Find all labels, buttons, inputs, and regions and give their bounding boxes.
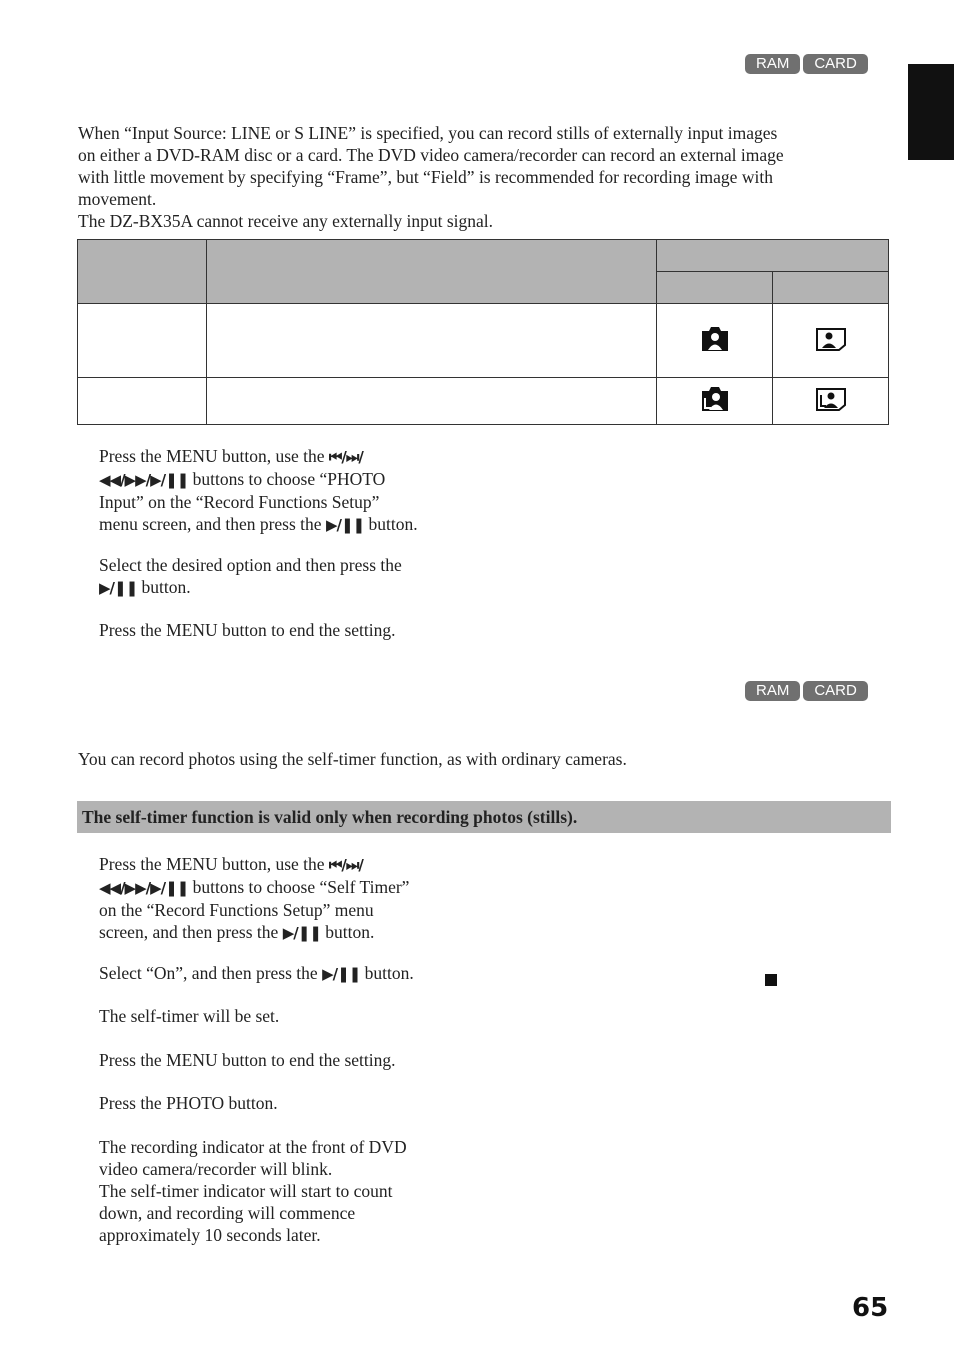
step-text: Press the MENU button, use the xyxy=(99,446,325,466)
table-cell xyxy=(773,304,889,378)
page-number: 65 xyxy=(852,1293,889,1323)
self-timer-step-4-note xyxy=(99,1136,489,1246)
play-pause-icon: ▶/❚❚ xyxy=(325,516,365,534)
table-cell xyxy=(207,378,657,425)
step-text: The recording indicator at the front of DVD xyxy=(99,1137,407,1157)
square-bullet-icon xyxy=(765,974,777,986)
photo-field-disc-icon xyxy=(700,386,730,412)
photo-input-step-3: Press the MENU button to end the setting. xyxy=(99,620,396,640)
photo-field-card-icon xyxy=(815,387,847,411)
media-badges-top xyxy=(745,54,868,74)
table-header-card xyxy=(773,272,889,304)
chapter-tab xyxy=(908,64,954,160)
table-row xyxy=(78,304,889,378)
step-text: button. xyxy=(320,922,375,942)
step-text: approximately 10 seconds later. xyxy=(99,1225,321,1245)
step-text: video camera/recorder will blink. xyxy=(99,1159,333,1179)
step-text: Input” on the “Record Functions Setup” xyxy=(99,492,380,512)
table-cell xyxy=(78,304,207,378)
card-badge: CARD xyxy=(803,681,868,701)
photo-frame-card-icon xyxy=(815,327,847,351)
table-header-description xyxy=(207,240,657,304)
play-pause-icon: ▶/❚❚ xyxy=(282,924,321,942)
play-pause-icon: ▶/❚❚ xyxy=(322,965,361,983)
step-text: button. xyxy=(364,514,418,534)
step-text: menu screen, and then press the xyxy=(99,514,322,534)
ram-badge: RAM xyxy=(745,54,800,74)
self-timer-step-2 xyxy=(99,962,489,985)
step-text: buttons to choose “PHOTO xyxy=(188,469,386,489)
play-pause-icon: ▶/❚❚ xyxy=(99,579,138,597)
photo-frame-disc-icon xyxy=(700,326,730,352)
step-text: button. xyxy=(360,963,414,983)
self-timer-intro: You can record photos using the self-timer function, as with ordinary cameras. xyxy=(78,749,627,769)
step-text: down, and recording will commence xyxy=(99,1203,356,1223)
table-header-setting xyxy=(78,240,207,304)
self-timer-step-1 xyxy=(99,853,489,944)
table-cell xyxy=(78,378,207,425)
table-header-display xyxy=(657,240,889,272)
intro-line: The DZ-BX35A cannot receive any externally input signal. xyxy=(78,211,494,231)
step-text: button. xyxy=(137,577,191,597)
table-cell xyxy=(773,378,889,425)
search-play-pause-icon: ◀◀/▶▶/▶/❚❚ xyxy=(99,879,189,897)
intro-paragraph xyxy=(78,122,888,232)
step-text: Select the desired option and then press the xyxy=(99,555,402,575)
step-text: Select “On”, and then press the xyxy=(99,963,318,983)
photo-input-step-1 xyxy=(99,445,489,536)
intro-line: on either a DVD-RAM disc or a card. The DVD video camera/recorder can record an external image xyxy=(78,145,784,165)
self-timer-set-note: The self-timer will be set. xyxy=(99,1006,280,1026)
step-text: buttons to choose “Self Timer” xyxy=(188,877,410,897)
table-header-disc xyxy=(657,272,773,304)
ram-badge: RAM xyxy=(745,681,800,701)
photo-input-table xyxy=(77,239,889,425)
table-cell xyxy=(657,304,773,378)
media-badges-mid xyxy=(745,681,868,701)
skip-buttons-icon: ⏮/⏭/ xyxy=(328,448,363,466)
step-text: on the “Record Functions Setup” menu xyxy=(99,900,374,920)
table-row xyxy=(78,378,889,425)
step-text: Press the MENU button, use the xyxy=(99,854,325,874)
table-cell xyxy=(657,378,773,425)
card-badge: CARD xyxy=(803,54,868,74)
table-cell xyxy=(207,304,657,378)
step-text: screen, and then press the xyxy=(99,922,279,942)
search-play-pause-icon: ◀◀/▶▶/▶/❚❚ xyxy=(99,471,189,489)
intro-line: with little movement by specifying “Frame”, but “Field” is recommended for recording image with xyxy=(78,167,773,187)
skip-buttons-icon: ⏮/⏭/ xyxy=(328,856,363,874)
self-timer-step-3: Press the MENU button to end the setting. xyxy=(99,1050,396,1070)
photo-input-step-2 xyxy=(99,554,489,599)
intro-line: When “Input Source: LINE or S LINE” is specified, you can record stills of externally input images xyxy=(78,123,778,143)
step-text: The self-timer indicator will start to count xyxy=(99,1181,393,1201)
self-timer-step-4: Press the PHOTO button. xyxy=(99,1093,278,1113)
intro-line: movement. xyxy=(78,189,157,209)
self-timer-note: The self-timer function is valid only when recording photos (stills). xyxy=(77,801,891,833)
